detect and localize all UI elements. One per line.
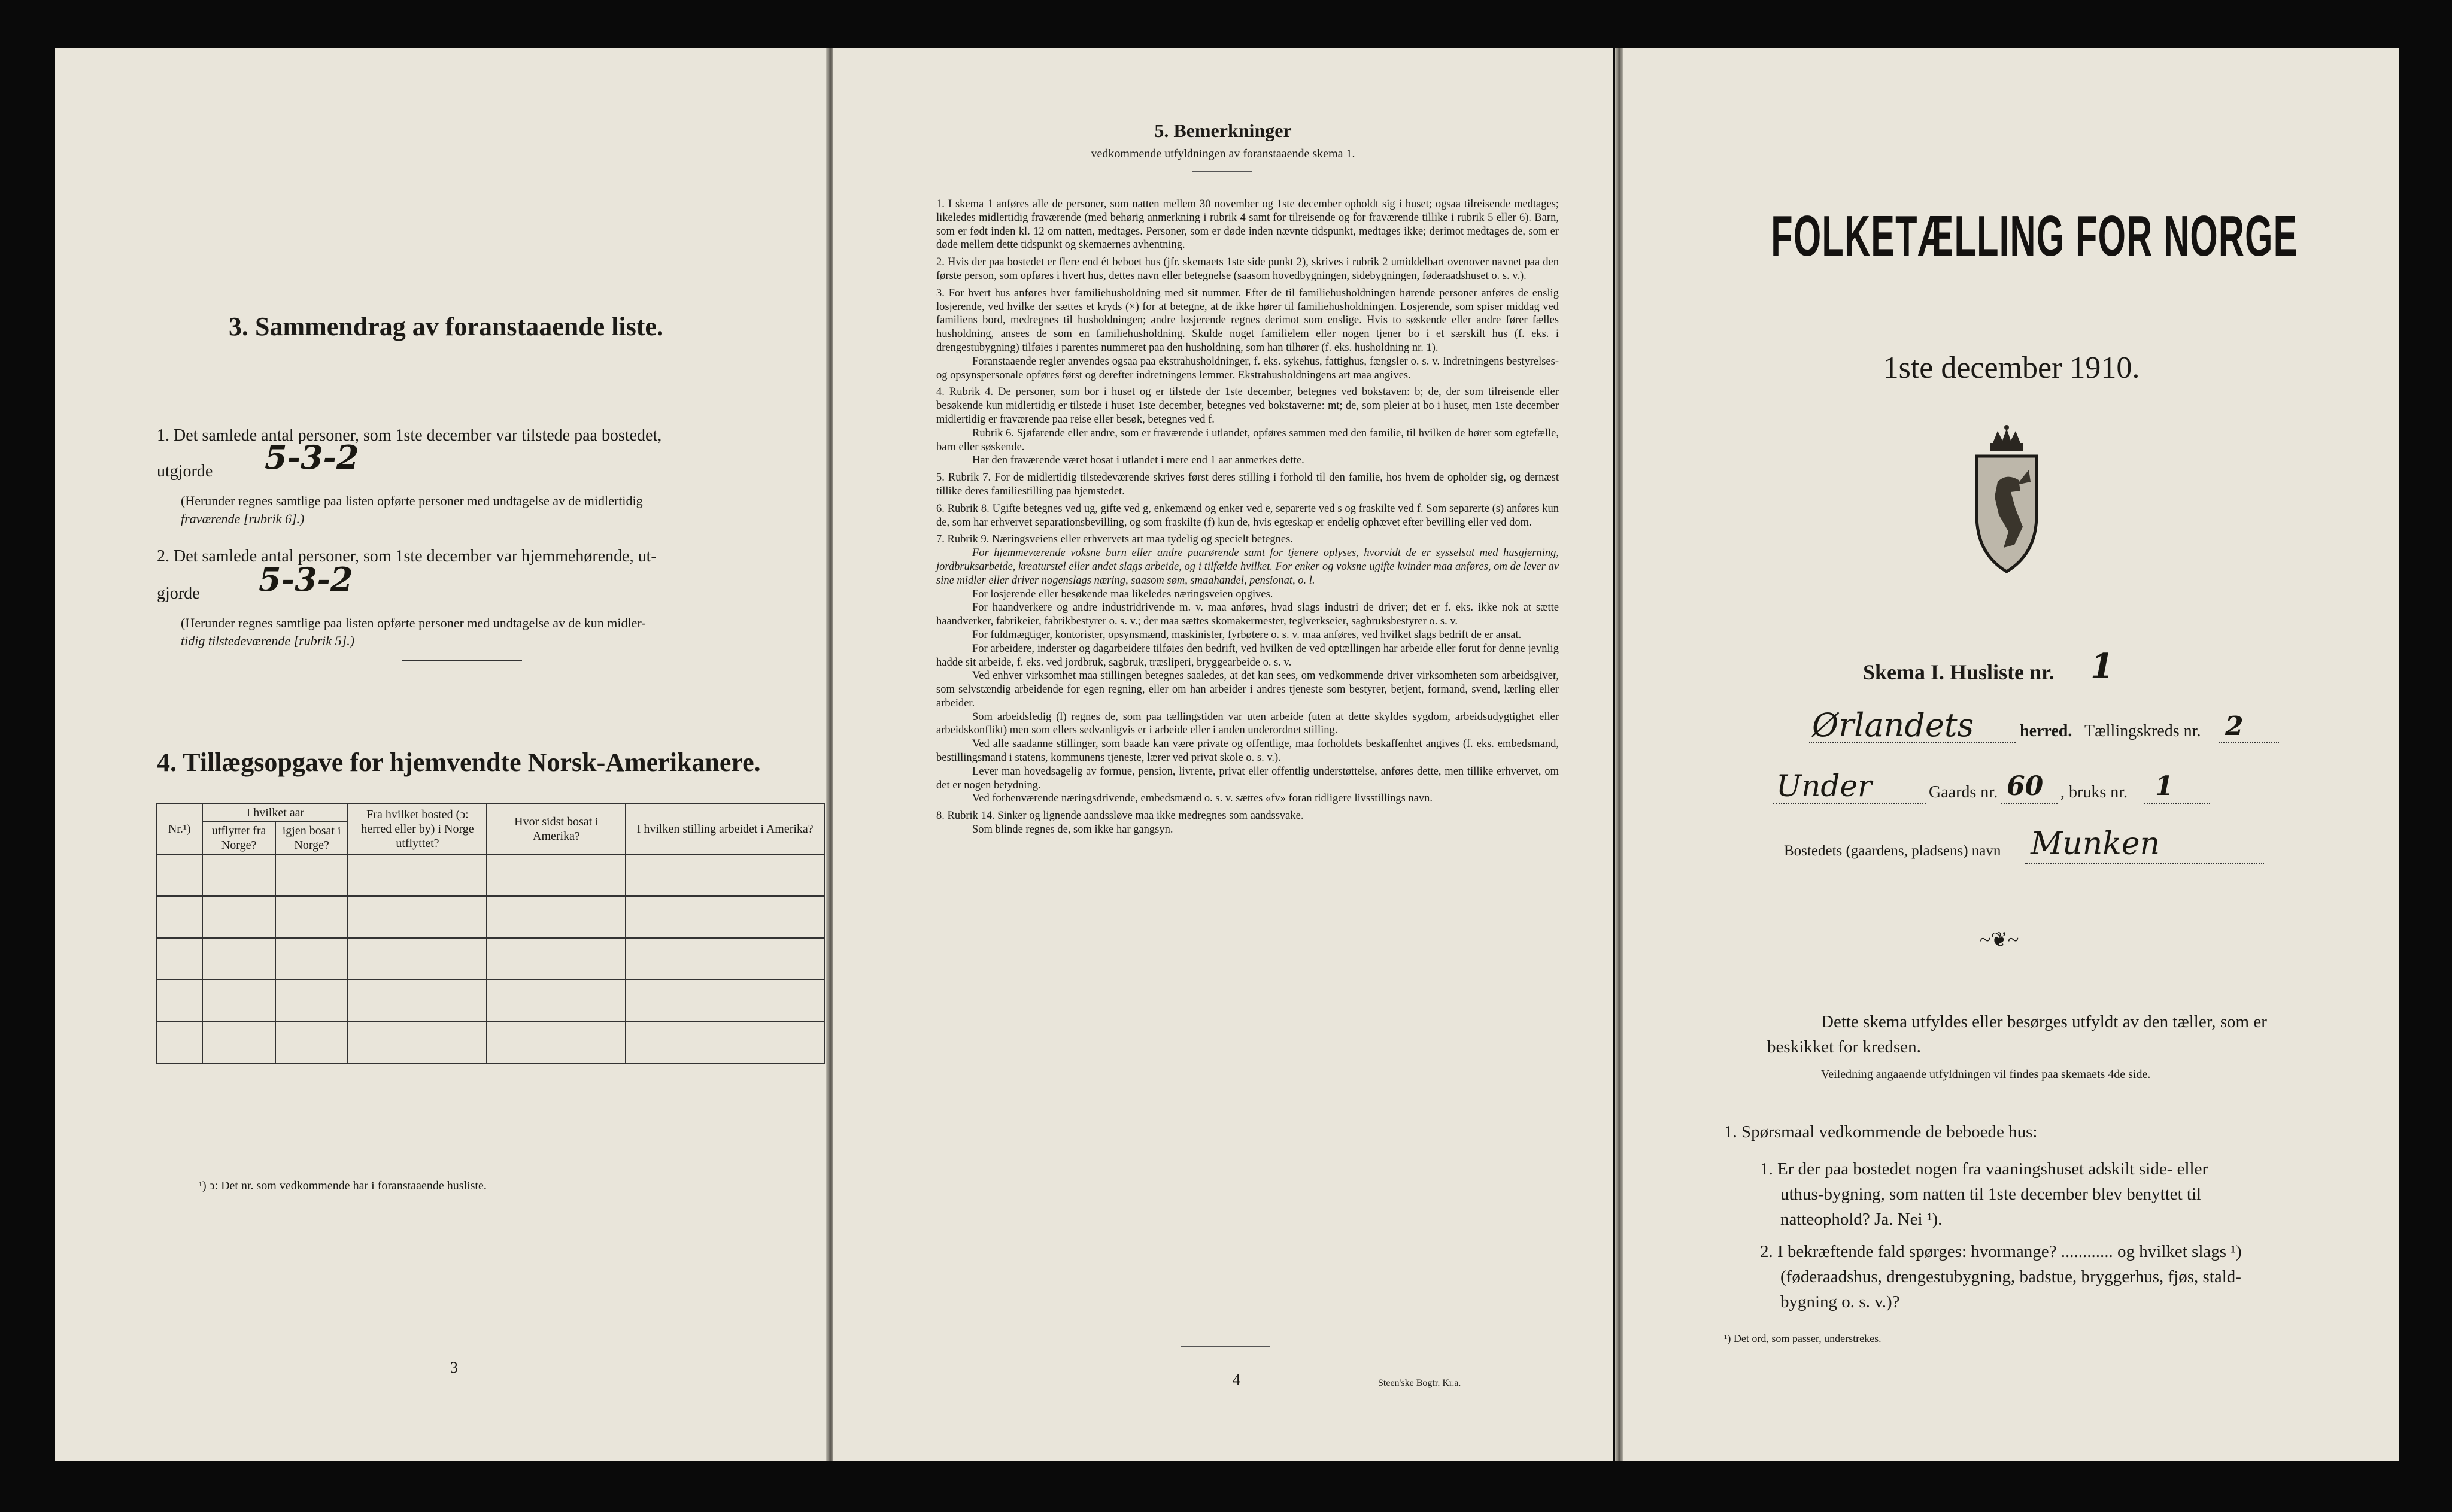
- question2-line3: bygning o. s. v.)?: [1780, 1292, 1900, 1311]
- remark-1: 1. I skema 1 anføres alle de personer, som natten mellem 30 november og 1ste december opholdt sig i huset; ogsaa tilreisende medtages; likeledes midlertidig fraværende (med behørig anmerkning i rubrik 4 samt for tilreisende og for fraværende tillike i rubrik 5 eller 6). Barn, som er født inden kl. 12 om natten, medtages. Personer, som er døde inden nævnte tidspunkt, medtages ikke; derimot medtages de, som er døde mellem dette tidspunkt og skemaernes avhentning.: [936, 198, 1559, 251]
- remark-4b: Rubrik 6. Sjøfarende eller andre, som er fraværende i utlandet, opføres sammen med den familie, til hvilken de hører som egtefælle, barn eller søskende.: [936, 427, 1559, 453]
- page-right-cover: [1623, 48, 2399, 1461]
- section3-item2-note1: (Herunder regnes samtlige paa listen opførte personer med undtagelse av de kun midler-: [181, 615, 646, 630]
- gaard-value: Under: [1776, 769, 1872, 803]
- remark-8b: Som blinde regnes de, som ikke har gangsyn.: [972, 824, 1173, 836]
- remark-7f: For arbeidere, inderster og dagarbeidere tilføies den bedrift, ved hvilken de ved optællingen har arbeide eller forut for denne jevnlig hadde sit arbeide, f. eks. ved jordbruk, sagbruk, træsliperi, bryggearbeide o. s. v.: [936, 642, 1559, 669]
- question1-line1: 1. Er der paa bostedet nogen fra vaaningshuset adskilt side- eller: [1760, 1159, 2208, 1179]
- remark-7k: Ved forhenværende næringsdrivende, embedsmænd o. s. v. sættes «fv» foran tidligere livsstillings navn.: [972, 793, 1433, 805]
- bosted-label: Bostedets (gaardens, pladsens) navn: [1784, 843, 2001, 859]
- col-returned: igjen bosat i Norge?: [275, 822, 348, 854]
- schema-label: Skema I. Husliste nr.: [1863, 660, 2055, 684]
- gaard-nr-value: 60: [2007, 771, 2044, 801]
- remark-7i: Ved alle saadanne stillinger, som baade kan være private og offentlige, maa forholdets beskaffenhet angives (f. eks. embedsmand, bestillingsmand i statens, kommunens tjeneste, lærer ved privat skole o. s. v.).: [936, 738, 1559, 764]
- divider: [1181, 1346, 1270, 1347]
- section3-item1: 1. Det samlede antal personer, som 1ste december var tilstede paa bostedet,: [157, 426, 662, 445]
- remark-7h: Som arbeidsledig (l) regnes de, som paa tællingstiden var uten arbeide (uten at dette skyldes sygdom, arbeidsudygtighet eller arbeidskonflikt) men som ellers sedvanligvis er i arbeide eller i anden underordnet stilling.: [936, 711, 1559, 737]
- question1-line3: natteophold? Ja. Nei ¹).: [1780, 1210, 1943, 1229]
- section3-item2-value: 5-3-2: [259, 560, 353, 599]
- section3-item2-prefix: gjorde: [157, 584, 200, 603]
- krets-label: Tællingskreds nr.: [2084, 722, 2201, 740]
- footnote: ¹) Det ord, som passer, understrekes.: [1724, 1332, 1882, 1344]
- col-group-year: I hvilket aar: [202, 804, 348, 822]
- norway-coat-of-arms-icon: [1962, 425, 2052, 575]
- remark-3b: Foranstaaende regler anvendes ogsaa paa ekstrahusholdninger, f. eks. sykehus, fattighus, fængsler o. s. v. Indretningens bestyrelses- og opsynspersonale opføres først og derefter indretningens lemmer. Ekstrahusholdningens art maa angives.: [936, 355, 1559, 381]
- question2-line2: (føderaadshus, drengestubygning, badstue, bryggerhus, fjøs, stald-: [1780, 1267, 2241, 1286]
- remark-7j: Lever man hovedsagelig av formue, pension, livrente, privat eller offentlig understøttelse, anføres dette, men tillike erhvervet, om det er nogen betydning.: [936, 765, 1559, 791]
- col-nr: Nr.¹): [156, 804, 202, 854]
- table-row: [156, 854, 824, 896]
- husliste-number: 1: [2090, 646, 2114, 686]
- remark-5: 5. Rubrik 7. For de midlertidig tilstedeværende skrives først deres stilling i forhold til den familie, hos hvem de opholder sig, og dernæst tillike deres familiestilling paa hjemstedet.: [936, 472, 1559, 497]
- section3-item2: 2. Det samlede antal personer, som 1ste december var hjemmehørende, ut-: [157, 547, 657, 566]
- remark-3: 3. For hvert hus anføres hver familiehusholdning med sit nummer. Efter de til familiehusholdningen hørende personer anføres de enslig losjerende, ved hvilke der sættes et kryds (×) for at betegne, at de ikke hører til familiehusholdningen. Losjerende, som spiser middag ved familiens bord, medregnes til husholdningen; andre losjerende regnes derimot som enslige. Hvis to søskende eller andre fører fælles husholdning, ansees de som en familiehusholdning. Skulde noget familielem eller nogen tjener bo i et særskilt hus (f. eks. i drengestubygning) tilføies i parentes nummeret paa den husholdning, som han tilhører (f. eks. husholdning nr. 1).: [936, 287, 1559, 354]
- remark-8: 8. Rubrik 14. Sinker og lignende aandssløve maa ikke medregnes som aandssvake.: [936, 810, 1304, 822]
- page-number-4: 4: [1233, 1371, 1240, 1388]
- questions-heading: 1. Spørsmaal vedkommende de beboede hus:: [1724, 1122, 2038, 1141]
- printer-mark: Steen'ske Bogtr. Kr.a.: [1378, 1378, 1461, 1388]
- instruction-line1: Dette skema utfyldes eller besørges utfyldt av den tæller, som er: [1821, 1012, 2267, 1031]
- page-left: [55, 48, 827, 1461]
- section3-item1-note1: (Herunder regnes samtlige paa listen opførte personer med undtagelse av de midlertidig: [181, 493, 643, 508]
- remark-7c: For losjerende eller besøkende maa likeledes næringsveien opgives.: [972, 588, 1273, 600]
- page-middle: [833, 48, 1613, 1461]
- table-row: [156, 896, 824, 938]
- bruks-label: , bruks nr.: [2060, 783, 2128, 801]
- ornament-divider-icon: ~❦~: [1980, 929, 2019, 951]
- section4-footnote: ¹) ↄ: Det nr. som vedkommende har i foranstaaende husliste.: [199, 1179, 487, 1192]
- krets-value: 2: [2225, 711, 2244, 742]
- page-number-3: 3: [450, 1359, 458, 1376]
- instruction-line2: beskikket for kredsen.: [1767, 1037, 1921, 1056]
- remark-7b: For hjemmeværende voksne barn eller andre paarørende samt for tjenere oplyses, hvorvidt de er sysselsat med husgjerning, jordbruksarbeide, kreaturstel eller andet slags arbeide, og i tilfælde hvilket. For enker og voksne ugifte kvinder maa anføres, om de lever av sine midler eller driver nogenslags næring, saasom søm, smaahandel, pensionat, o. l.: [936, 547, 1559, 587]
- remark-7e: For fuldmægtiger, kontorister, opsynsmænd, maskinister, fyrbøtere o. s. v. maa anføres, ved hvilket slags bedrift de er ansat.: [972, 629, 1522, 641]
- herred-label: herred.: [2020, 722, 2072, 740]
- remark-4c: Har den fraværende været bosat i utlandet i mere end 1 aar anmerkes dette.: [972, 454, 1304, 467]
- section3-item1-value: 5-3-2: [265, 438, 359, 476]
- remark-2: 2. Hvis der paa bostedet er flere end ét beboet hus (jfr. skemaets 1ste side punkt 2), skrives i rubrik 2 umiddelbart ovenover navnet paa den første person, som opføres i hvert hus, dettes navn eller betegnelse (saasom hovedbygningen, sidebygningen, føderaadshuset o. s. v.).: [936, 256, 1559, 282]
- remark-7g: Ved enhver virksomhet maa stillingen betegnes saaledes, at det kan sees, om vedkommende driver virksomheten som arbeidsgiver, som selvstændig arbeidende for egen regning, eller om han arbeider i andres tjeneste som bestyrer, betjent, formand, svend, lærling eller arbeider.: [936, 670, 1559, 709]
- section3-item1-prefix: utgjorde: [157, 462, 213, 481]
- remark-6: 6. Rubrik 8. Ugifte betegnes ved ug, gifte ved g, enkemænd og enker ved e, separerte ved s og fraskilte ved f. Som separerte (s) anføres kun de, som har erhvervet separationsbevilling, og som fraskilte (f) kun de, hvis egteskap er endelig ophævet efter bevilling eller ved dom.: [936, 502, 1559, 529]
- divider: [402, 660, 522, 661]
- guide-note: Veiledning angaaende utfyldningen vil findes paa skemaets 4de side.: [1821, 1068, 2151, 1081]
- remark-7d: For haandverkere og andre industridrivende m. v. maa anføres, hvad slags industri de driver; det er f. eks. ikke nok at sætte haandverker, fabrikeier, fabrikbestyrer o. s. v.; der maa sættes skomakermester, teglverkseier, sagbruksbestyrer o. s. v.: [936, 602, 1559, 628]
- col-position: I hvilken stilling arbeidet i Amerika?: [626, 804, 824, 854]
- section4-title: 4. Tillægsopgave for hjemvendte Norsk-Amerikanere.: [157, 748, 761, 777]
- remarks-subtitle: vedkommende utfyldningen av foranstaaende skema 1.: [1091, 147, 1355, 160]
- divider: [1192, 171, 1252, 172]
- gaard-label: Gaards nr.: [1929, 783, 1998, 801]
- bruks-value: 1: [2155, 771, 2174, 801]
- bosted-value: Munken: [2031, 826, 2160, 862]
- question2-line1: 2. I bekræftende fald spørges: hvormange? ............ og hvilket slags ¹): [1760, 1242, 2242, 1261]
- table-row: [156, 938, 824, 980]
- section3-item2-note2: tidig tilstedeværende [rubrik 5].): [181, 633, 355, 648]
- table-row: [156, 1022, 824, 1064]
- form-title: FOLKETÆLLING FOR NORGE: [1771, 204, 2298, 268]
- remark-7: 7. Rubrik 9. Næringsveiens eller erhvervets art maa tydelig og specielt betegnes.: [936, 533, 1293, 546]
- herred-value: Ørlandets: [1812, 706, 1974, 744]
- question1-line2: uthus-bygning, som natten til 1ste december blev benyttet til: [1780, 1185, 2202, 1204]
- table-row: [156, 980, 824, 1022]
- remarks-title: 5. Bemerkninger: [1154, 120, 1292, 141]
- section3-title: 3. Sammendrag av foranstaaende liste.: [229, 312, 663, 341]
- col-from: Fra hvilket bosted (ↄ: herred eller by) i Norge utflyttet?: [348, 804, 487, 854]
- remark-4: 4. Rubrik 4. De personer, som bor i huset og er tilstede der 1ste december, betegnes ved bokstaven: b; de, der som tilreisende eller besøkende kun midlertidig er tilstede i huset 1ste december, betegnes ved bokstaverne: mt; de, som pleier at bo i huset, men 1ste december midlertidig er fraværende paa reise eller besøk, betegnes ved f.: [936, 386, 1559, 426]
- page-fold: [1615, 48, 1623, 1461]
- remarks-list: [936, 198, 1559, 837]
- norsk-amerikanere-table: [156, 803, 825, 1064]
- section3-item1-note2: fraværende [rubrik 6].): [181, 511, 305, 526]
- col-emigrated: utflyttet fra Norge?: [202, 822, 275, 854]
- census-date: 1ste december 1910.: [1883, 351, 2140, 385]
- col-last: Hvor sidst bosat i Amerika?: [487, 804, 626, 854]
